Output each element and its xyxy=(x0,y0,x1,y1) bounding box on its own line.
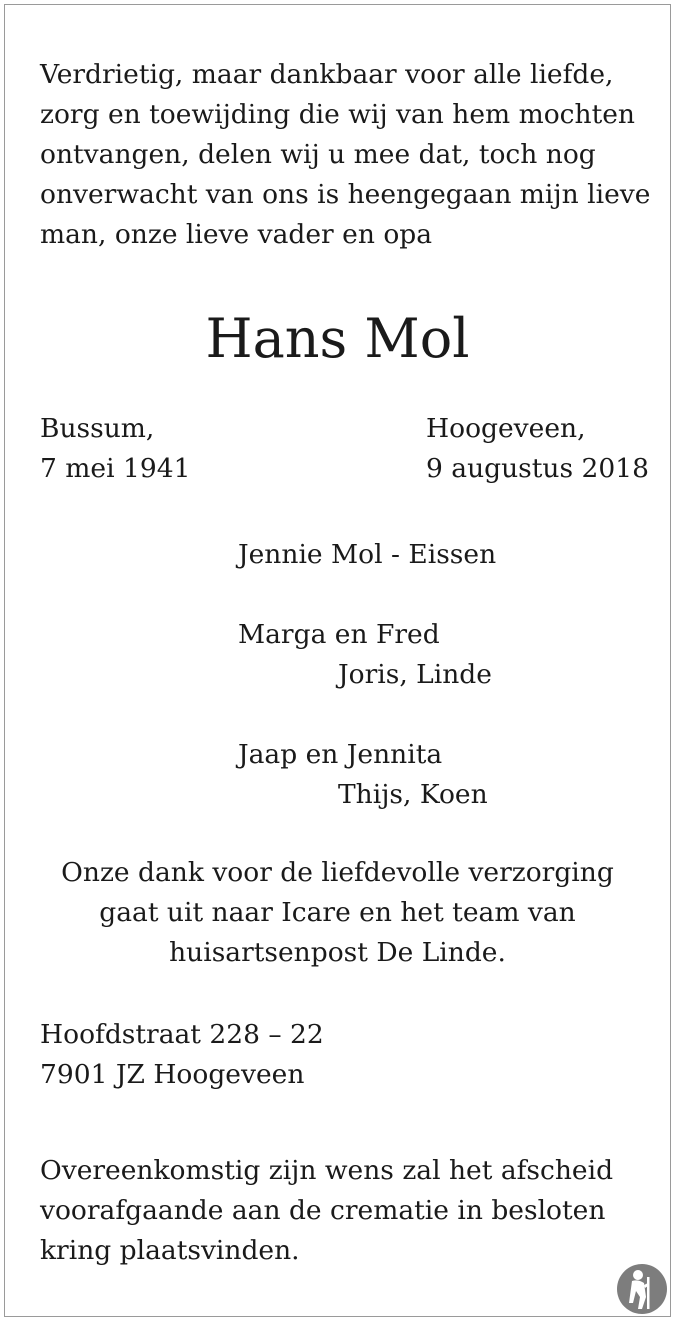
death-info xyxy=(426,409,649,489)
address-city: 7901 JZ Hoogeveen xyxy=(40,1059,305,1090)
birth-date: 7 mei 1941 xyxy=(40,453,191,484)
thanks-line: gaat uit naar Icare en het team van xyxy=(99,897,576,928)
spouse-name: Jennie Mol - Eissen xyxy=(238,539,497,570)
thanks-line: Onze dank voor de liefdevolle verzorging xyxy=(61,857,614,888)
address xyxy=(40,1015,324,1095)
memorial-figure-icon xyxy=(616,1263,668,1315)
birth-info xyxy=(40,409,190,489)
family-parents: Jaap en Jennita xyxy=(238,739,443,770)
obituary-card xyxy=(4,4,671,1317)
family-children: Thijs, Koen xyxy=(338,779,488,810)
closing-line: kring plaatsvinden. xyxy=(40,1235,300,1266)
closing-text xyxy=(40,1151,613,1271)
closing-line: Overeenkomstig zijn wens zal het afscheid xyxy=(40,1155,614,1186)
closing-line: voorafgaande aan de crematie in besloten xyxy=(40,1195,606,1226)
deceased-name: Hans Mol xyxy=(205,307,470,370)
address-street: Hoofdstraat 228 – 22 xyxy=(40,1019,324,1050)
birth-place: Bussum, xyxy=(40,413,155,444)
death-date: 9 augustus 2018 xyxy=(426,453,649,484)
intro-line: ontvangen, delen wij u mee dat, toch nog xyxy=(40,139,596,170)
family-children: Joris, Linde xyxy=(338,659,492,690)
intro-line: man, onze lieve vader en opa xyxy=(40,219,433,250)
death-place: Hoogeveen, xyxy=(426,413,586,444)
intro-text xyxy=(40,55,650,255)
intro-line: zorg en toewijding die wij van hem mochten xyxy=(40,99,635,130)
family-parents: Marga en Fred xyxy=(238,619,440,650)
thanks-line: huisartsenpost De Linde. xyxy=(169,937,506,968)
intro-line: Verdrietig, maar dankbaar voor alle liefde, xyxy=(40,59,614,90)
thanks-text xyxy=(5,853,670,973)
family-group xyxy=(238,735,488,815)
family-group xyxy=(238,615,492,695)
intro-line: onverwacht van ons is heengegaan mijn lieve xyxy=(40,179,651,210)
